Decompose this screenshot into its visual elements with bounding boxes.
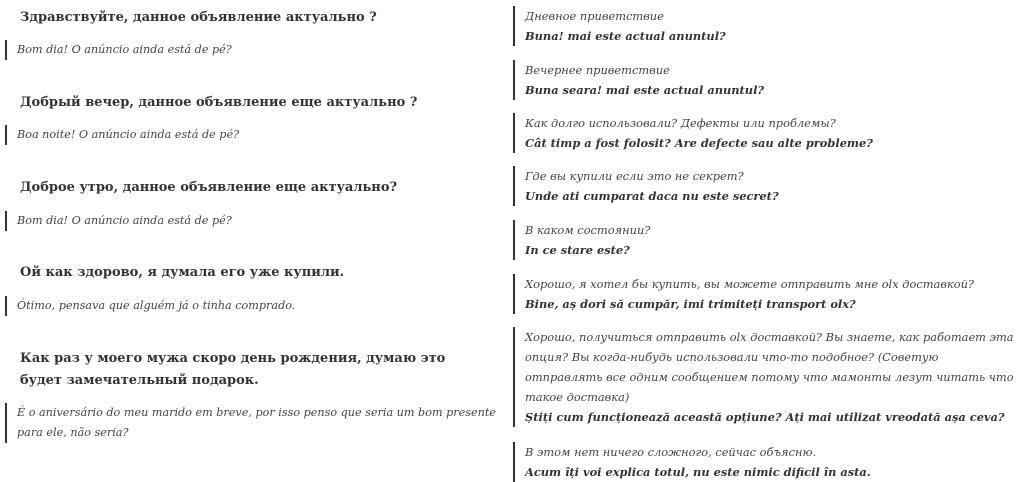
romanian-translation: Știți cum funcționează această opțiune? Ați mai utilizat vreodată așa ceva? <box>525 410 1005 424</box>
russian-phrase: Хорошо, получиться отправить olx доставкой? Вы знаете, как работает эта опция? Вы когда-нибудь использовали что-то подобное? (Советую отправлять все одним сообщением потому что мамонты лезут читать что такое доставка) <box>525 330 1014 404</box>
romanian-translation: Acum îți voi explica totul, nu este nimic dificil în asta. <box>525 465 871 479</box>
russian-phrase: Как раз у моего мужа скоро день рождения, думаю это будет замечательный подарок. <box>20 351 446 388</box>
romanian-translation: Buna seara! mai este actual anuntul? <box>525 83 765 97</box>
portuguese-translation: É o aniversário do meu marido em breve, por isso penso que seria um bom presente para ele, não seria? <box>5 403 503 443</box>
russian-phrase: В каком состоянии? <box>525 223 651 237</box>
russian-phrase: Доброе утро, данное объявление еще актуально? <box>20 180 398 195</box>
phrase-block <box>513 166 1015 206</box>
portuguese-translation: Boa noite! O anúncio ainda está de pé? <box>5 125 487 145</box>
portuguese-translation: Bom dia! O anúncio ainda está de pé? <box>5 211 487 231</box>
phrase-block <box>513 113 1015 153</box>
romanian-translation: In ce stare este? <box>525 243 630 257</box>
phrase-block <box>513 60 1015 100</box>
russian-phrase: Как долго использовали? Дефекты или проблемы? <box>525 116 836 130</box>
russian-phrase: Хорошо, я хотел бы купить, вы можете отправить мне olx доставкой? <box>525 277 975 291</box>
russian-phrase: Здравствуйте, данное объявление актуально ? <box>20 10 377 25</box>
romanian-translation: Unde ati cumparat daca nu este secret? <box>525 189 779 203</box>
romanian-translation: Cât timp a fost folosit? Are defecte sau alte probleme? <box>525 136 873 150</box>
russian-phrase: Ой как здорово, я думала его уже купили. <box>20 265 345 280</box>
phrase-block <box>513 274 1015 314</box>
phrase-block <box>513 220 1015 260</box>
russian-phrase: Добрый вечер, данное объявление еще актуально ? <box>20 95 418 110</box>
russian-phrase: В этом нет ничего сложного, сейчас объясню. <box>525 445 817 459</box>
romanian-translation: Buna! mai este actual anuntul? <box>525 29 726 43</box>
russian-phrase: Дневное приветствие <box>525 9 664 23</box>
portuguese-translation: Ótimo, pensava que alguém já o tinha comprado. <box>5 296 487 316</box>
phrase-block <box>513 442 1015 482</box>
russian-phrase: Где вы купили если это не секрет? <box>525 169 744 183</box>
phrase-block <box>513 327 1015 427</box>
russian-phrase: Вечернее приветствие <box>525 63 670 77</box>
phrase-block <box>513 6 1015 46</box>
romanian-translation: Bine, aș dori să cumpăr, imi trimiteți transport olx? <box>525 297 856 311</box>
portuguese-translation: Bom dia! O anúncio ainda está de pé? <box>5 40 487 60</box>
